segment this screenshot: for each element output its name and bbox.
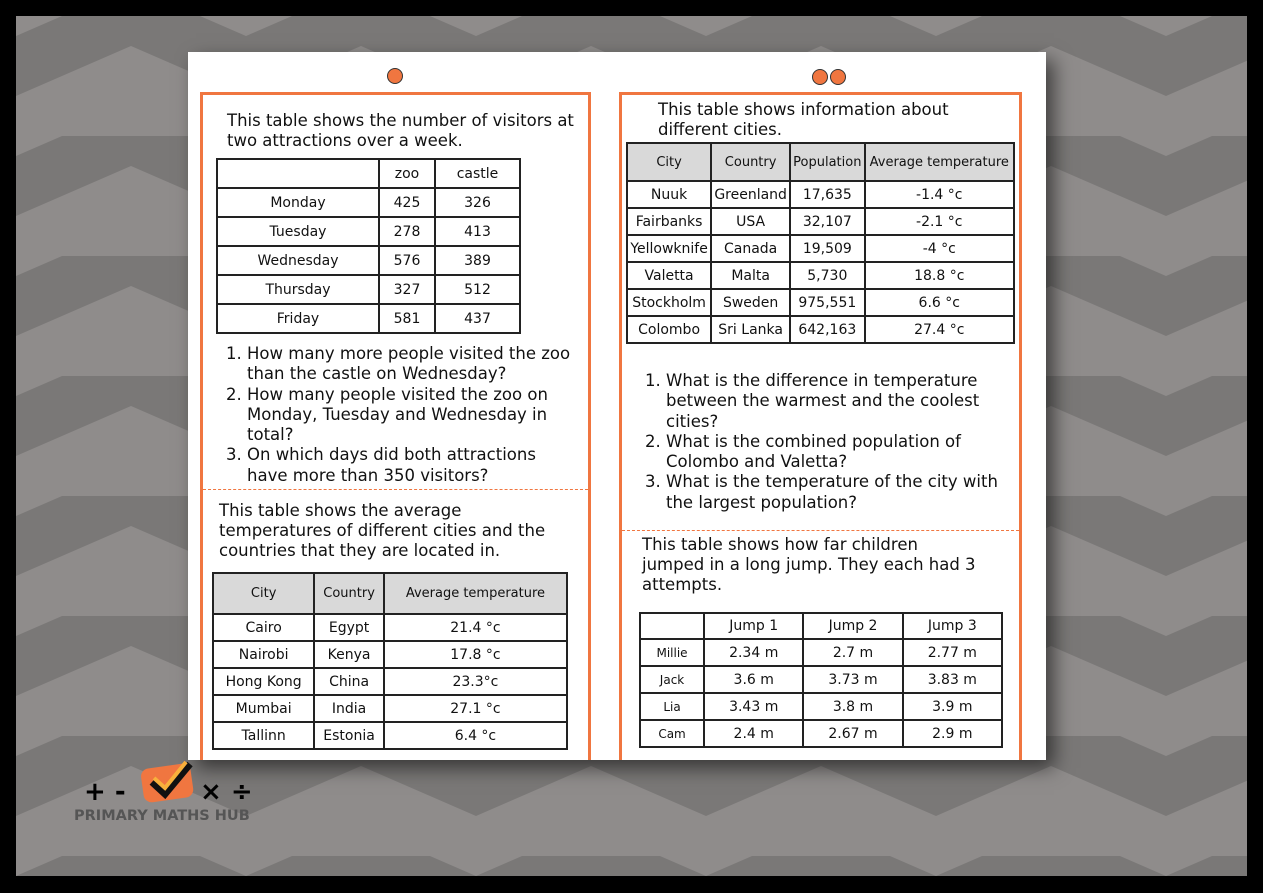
table-cell: Malta <box>711 262 790 289</box>
table-cell: Cam <box>640 720 704 747</box>
table-cell: Yellowknife <box>627 235 711 262</box>
column-header: Country <box>314 573 384 614</box>
table-cell: China <box>314 668 384 695</box>
header-row <box>640 613 1002 639</box>
column-header: Jump 3 <box>903 613 1002 639</box>
table-cell: 2.7 m <box>803 639 902 666</box>
table-row <box>627 289 1014 316</box>
header-row <box>217 159 520 188</box>
table-cell: Cairo <box>213 614 314 641</box>
table-cell: Estonia <box>314 722 384 749</box>
table-cell: 581 <box>379 304 435 333</box>
difficulty-dot <box>812 69 828 85</box>
table-cell: Greenland <box>711 181 790 208</box>
difficulty-dot <box>830 69 846 85</box>
table-cell: Mumbai <box>213 695 314 722</box>
cities-table <box>626 142 1015 344</box>
table-cell: 19,509 <box>790 235 864 262</box>
divider <box>203 489 588 490</box>
question-item: 1. What is the difference in temperature between the warmest and the coolest cities? <box>666 371 1016 432</box>
column-header <box>640 613 704 639</box>
column-header: Population <box>790 143 864 181</box>
table-cell: Lia <box>640 693 704 720</box>
table-cell: 21.4 °c <box>384 614 567 641</box>
column-header: Jump 1 <box>704 613 803 639</box>
table-cell: Tuesday <box>217 217 379 246</box>
table-cell: Hong Kong <box>213 668 314 695</box>
table-cell: 3.83 m <box>903 666 1002 693</box>
table-cell: 5,730 <box>790 262 864 289</box>
svg-text:PRIMARY MATHS HUB: PRIMARY MATHS HUB <box>74 808 250 824</box>
table-row <box>217 304 520 333</box>
table-cell: Fairbanks <box>627 208 711 235</box>
header-row <box>627 143 1014 181</box>
table-cell: 437 <box>435 304 520 333</box>
table-row <box>640 693 1002 720</box>
column-header: Average temperature <box>865 143 1014 181</box>
question-item: 1. How many more people visited the zoo than the castle on Wednesday? <box>247 344 577 385</box>
table-cell: Jack <box>640 666 704 693</box>
temperature-table <box>212 572 568 750</box>
table-cell: 512 <box>435 275 520 304</box>
table-cell: Kenya <box>314 641 384 668</box>
table-row <box>213 641 567 668</box>
visitors-intro: This table shows the number of visitors at two attractions over a week. <box>227 111 574 150</box>
table-cell: Colombo <box>627 316 711 343</box>
column-header: Country <box>711 143 790 181</box>
table-cell: Millie <box>640 639 704 666</box>
table-row <box>217 275 520 304</box>
table-cell: 18.8 °c <box>865 262 1014 289</box>
table-cell: Friday <box>217 304 379 333</box>
table-cell: 3.9 m <box>903 693 1002 720</box>
table-cell: 975,551 <box>790 289 864 316</box>
table-cell: -2.1 °c <box>865 208 1014 235</box>
table-cell: 2.4 m <box>704 720 803 747</box>
table-row <box>217 246 520 275</box>
table-row <box>213 695 567 722</box>
svg-text:+ -: + - <box>84 777 126 807</box>
table-cell: India <box>314 695 384 722</box>
column-header: Average temperature <box>384 573 567 614</box>
table-cell: Tallinn <box>213 722 314 749</box>
table-row <box>217 188 520 217</box>
table-cell: Thursday <box>217 275 379 304</box>
table-row <box>627 208 1014 235</box>
table-cell: 6.4 °c <box>384 722 567 749</box>
column-header: City <box>627 143 711 181</box>
column-header: castle <box>435 159 520 188</box>
left-panel <box>200 92 591 760</box>
table-row <box>213 668 567 695</box>
worksheet <box>188 52 1046 760</box>
table-cell: 326 <box>435 188 520 217</box>
question-item: 2. How many people visited the zoo on Monday, Tuesday and Wednesday in total? <box>247 385 577 446</box>
temps-intro: This table shows the average temperatures of different cities and the countries that they are located in. <box>219 501 546 560</box>
table-cell: Wednesday <box>217 246 379 275</box>
table-cell: Stockholm <box>627 289 711 316</box>
table-cell: 413 <box>435 217 520 246</box>
table-row <box>217 217 520 246</box>
cities-intro: This table shows information about different cities. <box>658 100 949 139</box>
table-row <box>627 235 1014 262</box>
table-cell: Egypt <box>314 614 384 641</box>
long-jump-table <box>639 612 1003 748</box>
column-header <box>217 159 379 188</box>
jumps-intro: This table shows how far children jumped in a long jump. They each had 3 attempts. <box>642 535 976 594</box>
table-cell: Monday <box>217 188 379 217</box>
table-cell: 278 <box>379 217 435 246</box>
table-cell: 3.6 m <box>704 666 803 693</box>
visitors-table <box>216 158 521 334</box>
question-item: 2. What is the combined population of Colombo and Valetta? <box>666 432 1016 473</box>
table-row <box>627 262 1014 289</box>
table-cell: 23.3°c <box>384 668 567 695</box>
logo-icon <box>72 752 272 832</box>
question-item: 3. What is the temperature of the city with the largest population? <box>666 472 1016 513</box>
table-cell: Canada <box>711 235 790 262</box>
table-cell: 32,107 <box>790 208 864 235</box>
table-cell: USA <box>711 208 790 235</box>
visitors-questions <box>219 344 577 486</box>
difficulty-dot <box>387 68 403 84</box>
table-cell: 17,635 <box>790 181 864 208</box>
table-cell: 27.4 °c <box>865 316 1014 343</box>
table-cell: 3.43 m <box>704 693 803 720</box>
table-cell: 327 <box>379 275 435 304</box>
table-cell: Sweden <box>711 289 790 316</box>
table-cell: 425 <box>379 188 435 217</box>
table-cell: 3.73 m <box>803 666 902 693</box>
column-header: City <box>213 573 314 614</box>
right-panel <box>619 92 1022 760</box>
table-cell: 27.1 °c <box>384 695 567 722</box>
table-cell: 389 <box>435 246 520 275</box>
table-row <box>627 181 1014 208</box>
table-row <box>213 722 567 749</box>
table-row <box>640 666 1002 693</box>
table-row <box>640 720 1002 747</box>
table-cell: 3.8 m <box>803 693 902 720</box>
svg-text:× ÷: × ÷ <box>200 777 253 807</box>
cities-questions <box>638 371 1016 513</box>
table-cell: -4 °c <box>865 235 1014 262</box>
table-cell: 576 <box>379 246 435 275</box>
divider <box>622 530 1019 531</box>
table-cell: 6.6 °c <box>865 289 1014 316</box>
table-cell: 2.77 m <box>903 639 1002 666</box>
table-cell: 17.8 °c <box>384 641 567 668</box>
table-row <box>640 639 1002 666</box>
table-cell: Valetta <box>627 262 711 289</box>
column-header: Jump 2 <box>803 613 902 639</box>
primary-maths-hub-logo <box>72 752 272 832</box>
table-row <box>627 316 1014 343</box>
header-row <box>213 573 567 614</box>
table-cell: -1.4 °c <box>865 181 1014 208</box>
table-cell: 2.34 m <box>704 639 803 666</box>
table-cell: 2.67 m <box>803 720 902 747</box>
table-cell: Nairobi <box>213 641 314 668</box>
table-cell: Sri Lanka <box>711 316 790 343</box>
table-row <box>213 614 567 641</box>
column-header: zoo <box>379 159 435 188</box>
table-cell: 2.9 m <box>903 720 1002 747</box>
table-cell: Nuuk <box>627 181 711 208</box>
question-item: 3. On which days did both attractions have more than 350 visitors? <box>247 445 577 486</box>
table-cell: 642,163 <box>790 316 864 343</box>
